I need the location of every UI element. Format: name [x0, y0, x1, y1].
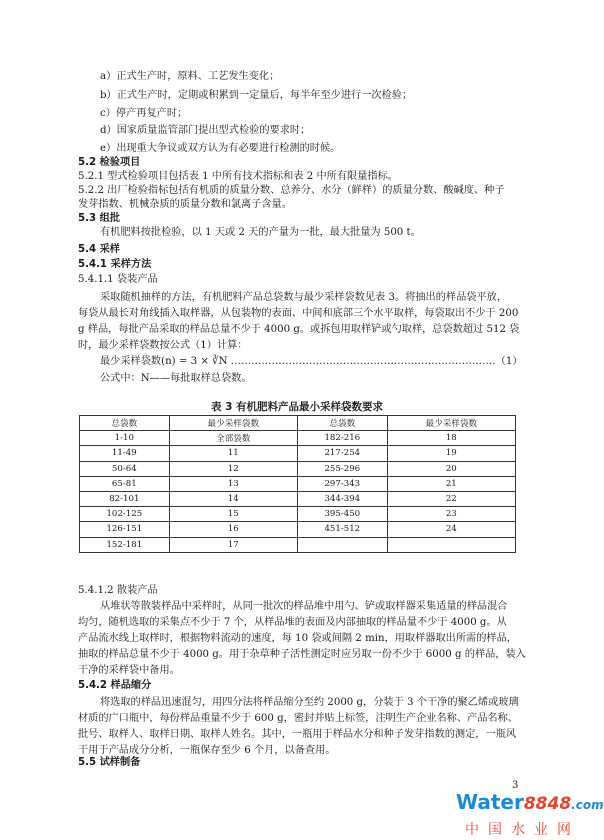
table-header-row — [80, 416, 516, 431]
paragraph-line: 5.2.1 型式检验项目包括表 1 中所有技术指标和表 2 中所有限量指标。 — [78, 171, 398, 182]
table-row — [80, 476, 516, 491]
table-cell: 20 — [387, 461, 515, 476]
paragraph-line: 有机肥料按批检验，以 1 天或 2 天的产量为一批，最大批量为 500 t。 — [100, 227, 421, 238]
table-cell: 16 — [169, 522, 297, 537]
formula-line: 最少采样袋数(n) = 3 × ∛N ……………………………………………………………………（1） — [100, 356, 523, 367]
watermark-number: 8848 — [523, 794, 572, 814]
table-row — [80, 537, 516, 552]
paragraph-line: 抽取的样品总量不少于 4000 g。用于杂草种子活性测定时应另取一份不少于 6000 g 的样品，装入 — [78, 649, 526, 660]
table-cell — [297, 537, 387, 552]
table-row — [80, 431, 516, 446]
paragraph-line: 材质的广口瓶中，每份样品重量不少于 600 g，密封并贴上标签，注明生产企业名称、产品名称、 — [78, 713, 518, 724]
list-item-e: e）出现重大争议或双方认为有必要进行检测的时候。 — [100, 143, 341, 154]
table-header-cell: 总袋数 — [80, 416, 170, 431]
table-cell: 82-101 — [80, 491, 170, 506]
table-header-cell: 最少采样袋数 — [169, 416, 297, 431]
table-cell: 297-343 — [297, 476, 387, 491]
table-cell: 11-49 — [80, 446, 170, 461]
watermark-bottom: 中国水业网 — [465, 822, 580, 838]
list-item-a: a）正式生产时，原料、工艺发生变化； — [100, 71, 280, 82]
section-heading-5-4-2: 5.4.2 样品缩分 — [78, 680, 152, 691]
paragraph-line: 发芽指数、机械杂质的质量分数和氯离子含量。 — [78, 199, 292, 210]
table-cell: 19 — [387, 446, 515, 461]
table-cell — [387, 537, 515, 552]
table-row — [80, 507, 516, 522]
watermark-logo — [456, 790, 604, 840]
paragraph-line: 干净的采样袋中备用。 — [78, 665, 180, 676]
watermark-suffix: .com — [571, 798, 604, 812]
paragraph-line: 采取随机抽样的方法，有机肥料产品总袋数与最少采样袋数见表 3。将抽出的样品袋平放， — [100, 292, 508, 303]
page-number: 3 — [512, 780, 519, 791]
table-cell: 14 — [169, 491, 297, 506]
table-header-cell: 总袋数 — [297, 416, 387, 431]
paragraph-line: 产品流水线上取样时，根据物料流动的速度，每 10 袋或间隔 2 min，用取样器取出所需的样品， — [78, 633, 517, 644]
table-cell: 152-181 — [80, 537, 170, 552]
table-cell: 182-216 — [297, 431, 387, 446]
table-cell: 21 — [387, 476, 515, 491]
table-cell: 15 — [169, 507, 297, 522]
table-cell: 12 — [169, 461, 297, 476]
table-cell: 24 — [387, 522, 515, 537]
table-cell: 1-10 — [80, 431, 170, 446]
subsection-heading-5-4-1-1: 5.4.1.1 袋装产品 — [78, 274, 158, 285]
table-cell: 18 — [387, 431, 515, 446]
table-row — [80, 446, 516, 461]
table-cell: 102-125 — [80, 507, 170, 522]
paragraph-line: 每袋从最长对角线插入取样器，从包装物的表面、中间和底部三个水平取样，每袋取出不少于 200 — [78, 308, 519, 319]
list-item-c: c）停产再复产时； — [100, 108, 188, 119]
table-cell: 50-64 — [80, 461, 170, 476]
table-row — [80, 522, 516, 537]
formula-note: 公式中：N——每批取样总袋数。 — [100, 373, 252, 384]
paragraph-line: g 样品，每批产品采取的样品总量不少于 4000 g。或拆包用取样铲或勺取样，总袋数超过 512 袋 — [78, 324, 520, 335]
table-cell: 126-151 — [80, 522, 170, 537]
paragraph-line: 批号、取样人、取样日期、取样人姓名。其中，一瓶用于样品水分和种子发芽指数的测定，一瓶风 — [78, 729, 517, 740]
table-cell: 451-512 — [297, 522, 387, 537]
section-heading-5-4: 5.4 采样 — [78, 244, 120, 255]
table-header-cell: 最少采样袋数 — [387, 416, 515, 431]
paragraph-line: 时，最少采样袋数按公式（1）计算： — [78, 340, 248, 351]
paragraph-line: 将选取的样品迅速混匀，用四分法将样品缩分至约 2000 g，分装于 3 个干净的聚乙烯或玻璃 — [100, 697, 519, 708]
list-item-d: d）国家质量监管部门提出型式检验的要求时； — [100, 125, 311, 136]
section-heading-5-3: 5.3 组批 — [78, 213, 120, 224]
table-cell: 全部袋数 — [169, 431, 297, 446]
table-cell: 217-254 — [297, 446, 387, 461]
table-cell: 344-394 — [297, 491, 387, 506]
table-cell: 17 — [169, 537, 297, 552]
paragraph-line: 干用于产品成分分析，一瓶保存至少 6 个月，以备查用。 — [78, 745, 336, 756]
watermark-word: Water — [456, 790, 524, 814]
table-row — [80, 491, 516, 506]
section-heading-5-4-1: 5.4.1 采样方法 — [78, 259, 152, 270]
subsection-heading-5-4-1-2: 5.4.1.2 散装产品 — [78, 585, 158, 596]
table-cell: 23 — [387, 507, 515, 522]
table-cell: 395-450 — [297, 507, 387, 522]
table-cell: 13 — [169, 476, 297, 491]
list-item-b: b）正式生产时，定期或积累到一定量后，每半年至少进行一次检验； — [100, 90, 413, 101]
table-row — [80, 461, 516, 476]
section-heading-5-5: 5.5 试样制备 — [78, 757, 141, 768]
watermark-top — [456, 790, 604, 814]
table-cell: 255-296 — [297, 461, 387, 476]
table-cell: 22 — [387, 491, 515, 506]
sampling-table — [79, 415, 516, 553]
table-caption: 表 3 有机肥料产品最小采样袋数要求 — [210, 401, 384, 413]
paragraph-line: 5.2.2 出厂检验指标包括有机质的质量分数、总养分、水分（鲜样）的质量分数、酸碱度、种子 — [78, 185, 505, 196]
table-cell: 11 — [169, 446, 297, 461]
paragraph-line: 从堆状等散装样品中采样时，从同一批次的样品堆中用勺、铲或取样器采集适量的样品混合 — [100, 601, 508, 612]
section-heading-5-2: 5.2 检验项目 — [78, 157, 141, 168]
paragraph-line: 均匀，随机选取的采集点不少于 7 个，从样品堆的表面及内部抽取的样品量不少于 4000 g。从 — [78, 617, 507, 628]
table-cell: 65-81 — [80, 476, 170, 491]
